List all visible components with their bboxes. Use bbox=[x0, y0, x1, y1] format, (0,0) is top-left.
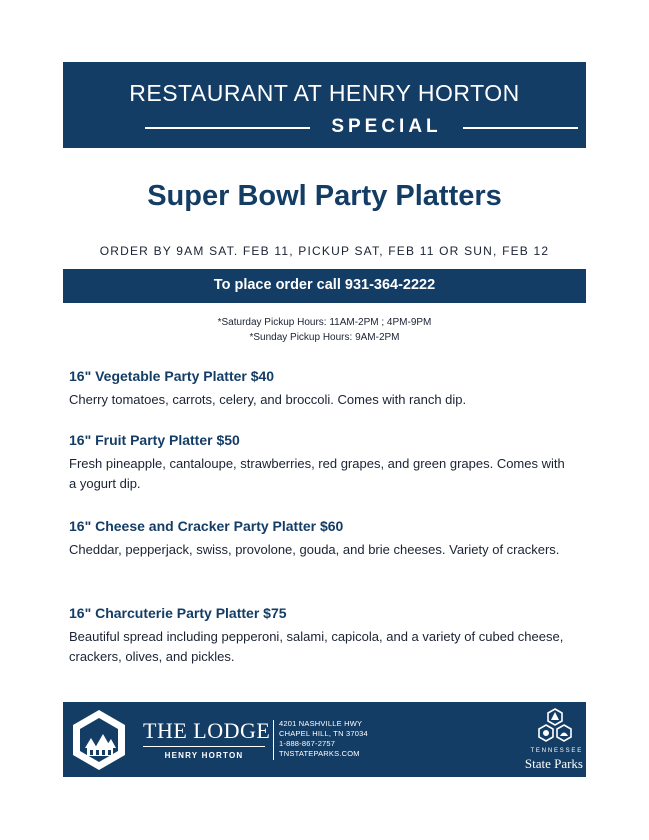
lodge-building-icon bbox=[71, 708, 127, 772]
order-deadline: ORDER BY 9AM SAT. FEB 11, PICKUP SAT, FEB 11 OR SUN, FEB 12 bbox=[99, 244, 550, 258]
address-website: TNSTATEPARKS.COM bbox=[279, 749, 360, 758]
lodge-subtitle: HENRY HORTON bbox=[164, 751, 244, 760]
footer-divider bbox=[273, 720, 274, 760]
platter-description: Cheddar, pepperjack, swiss, provolone, gouda, and brie cheeses. Variety of crackers. bbox=[69, 542, 560, 557]
lodge-address bbox=[279, 719, 368, 759]
platter-description: Fresh pineapple, cantaloupe, strawberries, red grapes, and green grapes. Comes with a yogurt dip. bbox=[69, 456, 565, 491]
lodge-rule bbox=[143, 746, 265, 747]
platter-description: Beautiful spread including pepperoni, salami, capicola, and a variety of cubed cheese, crackers, olives, and pickles. bbox=[69, 629, 564, 664]
platter-title: 16" Cheese and Cracker Party Platter $60 bbox=[69, 518, 344, 534]
special-left-rule bbox=[145, 127, 310, 129]
parks-name-label: State Parks bbox=[524, 756, 583, 771]
address-phone: 1-888-867-2757 bbox=[279, 739, 336, 748]
footer-banner bbox=[63, 702, 586, 777]
special-row bbox=[63, 116, 586, 140]
parks-state-label: TENNESSEE bbox=[530, 748, 583, 754]
platter-title: 16" Vegetable Party Platter $40 bbox=[69, 368, 275, 384]
platter-title: 16" Fruit Party Platter $50 bbox=[69, 432, 240, 448]
special-right-rule bbox=[463, 127, 578, 129]
address-street: 4201 NASHVILLE HWY bbox=[279, 719, 363, 728]
call-banner bbox=[63, 269, 586, 303]
platter-fruit bbox=[69, 431, 569, 494]
page-title: Super Bowl Party Platters bbox=[147, 180, 502, 212]
sunday-hours: *Sunday Pickup Hours: 9AM-2PM bbox=[249, 332, 400, 343]
restaurant-name: RESTAURANT AT HENRY HORTON bbox=[129, 80, 520, 106]
saturday-hours: *Saturday Pickup Hours: 11AM-2PM ; 4PM-9PM bbox=[217, 317, 432, 328]
header-banner bbox=[63, 62, 586, 148]
lodge-name: THE LODGE bbox=[143, 718, 271, 743]
platter-charcuterie bbox=[69, 604, 569, 667]
platter-title: 16" Charcuterie Party Platter $75 bbox=[69, 605, 287, 621]
address-city: CHAPEL HILL, TN 37034 bbox=[279, 729, 368, 738]
special-label: SPECIAL bbox=[331, 116, 442, 137]
platter-cheese-cracker bbox=[69, 517, 569, 560]
platter-description: Cherry tomatoes, carrots, celery, and broccoli. Comes with ranch dip. bbox=[69, 392, 467, 407]
platter-vegetable bbox=[69, 367, 569, 410]
call-to-order: To place order call 931-364-2222 bbox=[213, 277, 436, 293]
tennessee-state-parks-icon bbox=[533, 707, 577, 747]
